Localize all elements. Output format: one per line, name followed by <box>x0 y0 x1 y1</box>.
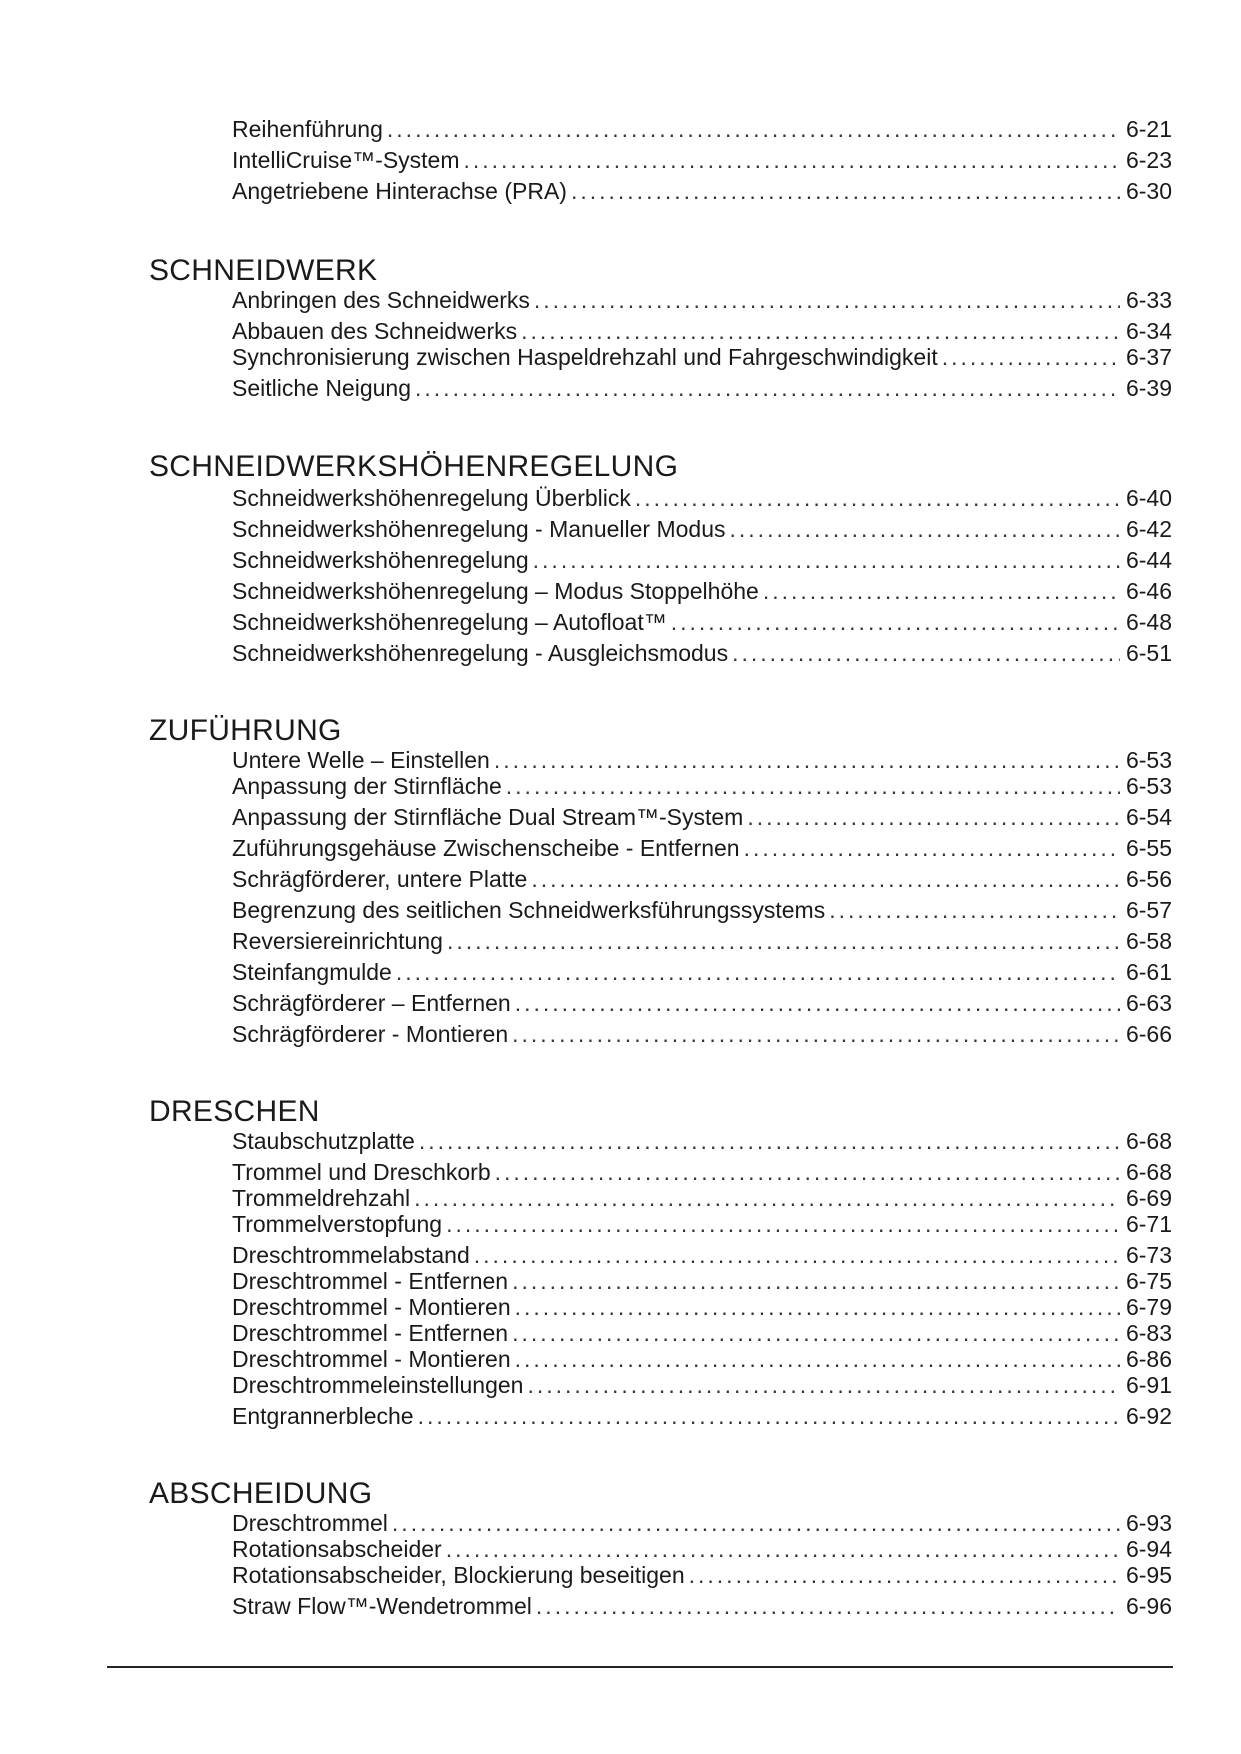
dot-leader <box>531 864 1120 894</box>
toc-entry[interactable] <box>232 1591 1172 1621</box>
toc-entry[interactable] <box>232 638 1172 668</box>
toc-entry-title: Schneidwerkshöhenregelung - Manueller Modus <box>232 516 726 542</box>
toc-entry-page: 6-33 <box>1125 287 1172 313</box>
toc-entry-page: 6-94 <box>1125 1536 1172 1562</box>
toc-entry-title: Anpassung der Stirnfläche Dual Stream™-System <box>232 804 744 830</box>
toc-entry-title: Reihenführung <box>232 116 383 142</box>
toc-entry-page: 6-66 <box>1125 1021 1172 1047</box>
toc-entry-page: 6-61 <box>1125 959 1172 985</box>
dot-leader <box>671 607 1120 637</box>
toc-entry-page: 6-37 <box>1125 344 1172 370</box>
toc-entry[interactable] <box>232 895 1172 925</box>
dot-leader <box>536 1591 1120 1621</box>
toc-entry[interactable] <box>232 1209 1172 1239</box>
toc-entry[interactable] <box>232 514 1172 544</box>
toc-entry[interactable] <box>232 833 1172 863</box>
toc-entry-title: Trommeldrehzahl <box>232 1185 411 1211</box>
toc-entry-page: 6-40 <box>1125 485 1172 511</box>
toc-entry[interactable] <box>232 373 1172 403</box>
toc-entry-title: Seitliche Neigung <box>232 375 412 401</box>
toc-entry-title: Dreschtrommel <box>232 1510 388 1536</box>
toc-entry-page: 6-48 <box>1125 609 1172 635</box>
toc-entry-title: Schneidwerkshöhenregelung <box>232 547 529 573</box>
toc-entry-page: 6-79 <box>1125 1294 1172 1320</box>
toc-entry[interactable] <box>232 607 1172 637</box>
toc-entry-title: Schrägförderer - Montieren <box>232 1021 509 1047</box>
toc-entry[interactable] <box>232 988 1172 1018</box>
toc-entry[interactable] <box>232 771 1172 801</box>
toc-entry-page: 6-42 <box>1125 516 1172 542</box>
toc-entry[interactable] <box>232 545 1172 575</box>
toc-entry-title: Dreschtrommel - Entfernen <box>232 1320 509 1346</box>
section-heading-schneidwerk: SCHNEIDWERK <box>149 254 378 287</box>
toc-entry-title: Schneidwerkshöhenregelung – Autofloat™ <box>232 609 667 635</box>
dot-leader <box>387 114 1120 144</box>
dot-leader <box>763 576 1120 606</box>
toc-entry-page: 6-63 <box>1125 990 1172 1016</box>
dot-leader <box>533 545 1120 575</box>
dot-leader <box>396 957 1120 987</box>
toc-entry[interactable] <box>232 1370 1172 1400</box>
toc-entry-page: 6-91 <box>1125 1372 1172 1398</box>
toc-entry-title: IntelliCruise™-System <box>232 147 460 173</box>
dot-leader <box>689 1560 1120 1590</box>
toc-entry-page: 6-23 <box>1125 147 1172 173</box>
toc-entry-page: 6-92 <box>1125 1403 1172 1429</box>
toc-entry-page: 6-68 <box>1125 1128 1172 1154</box>
toc-entry-page: 6-86 <box>1125 1346 1172 1372</box>
toc-entry-title: Straw Flow™-Wendetrommel <box>232 1593 532 1619</box>
section-heading-dreschen: DRESCHEN <box>149 1095 320 1128</box>
toc-entry-page: 6-69 <box>1125 1185 1172 1211</box>
dot-leader <box>527 1370 1119 1400</box>
toc-entry[interactable] <box>232 1019 1172 1049</box>
toc-entry-title: Steinfangmulde <box>232 959 392 985</box>
toc-entry-page: 6-83 <box>1125 1320 1172 1346</box>
toc-entry[interactable] <box>232 926 1172 956</box>
toc-entry[interactable] <box>232 1126 1172 1156</box>
toc-entry-title: Schneidwerkshöhenregelung Überblick <box>232 485 631 511</box>
section-heading-zufuehrung: ZUFÜHRUNG <box>149 714 342 747</box>
toc-entry-title: Trommelverstopfung <box>232 1211 443 1237</box>
toc-entry-page: 6-57 <box>1125 897 1172 923</box>
toc-entry-page: 6-46 <box>1125 578 1172 604</box>
dot-leader <box>534 285 1120 315</box>
dot-leader <box>419 1126 1120 1156</box>
toc-entry-title: Rotationsabscheider, Blockierung beseitigen <box>232 1562 685 1588</box>
dot-leader <box>415 373 1120 403</box>
dot-leader <box>515 988 1120 1018</box>
toc-entry-page: 6-73 <box>1125 1242 1172 1268</box>
toc-entry-page: 6-58 <box>1125 928 1172 954</box>
toc-entry-page: 6-30 <box>1125 178 1172 204</box>
toc-entry[interactable] <box>232 1560 1172 1590</box>
toc-entry-page: 6-56 <box>1125 866 1172 892</box>
toc-entry-title: Schneidwerkshöhenregelung - Ausgleichsmodus <box>232 640 729 666</box>
toc-entry-title: Angetriebene Hinterachse (PRA) <box>232 178 567 204</box>
toc-entry-page: 6-39 <box>1125 375 1172 401</box>
toc-entry-title: Schrägförderer – Entfernen <box>232 990 511 1016</box>
toc-entry[interactable] <box>232 342 1172 372</box>
dot-leader <box>730 514 1120 544</box>
toc-entry-page: 6-34 <box>1125 318 1172 344</box>
footer-rule <box>107 1666 1173 1668</box>
toc-entry-title: Dreschtrommeleinstellungen <box>232 1372 524 1398</box>
toc-entry-page: 6-55 <box>1125 835 1172 861</box>
toc-entry-page: 6-95 <box>1125 1562 1172 1588</box>
toc-entry-title: Schneidwerkshöhenregelung – Modus Stoppelhöhe <box>232 578 759 604</box>
toc-entry-title: Dreschtrommel - Entfernen <box>232 1268 509 1294</box>
toc-entry[interactable] <box>232 145 1172 175</box>
toc-entry[interactable] <box>232 285 1172 315</box>
dot-leader <box>447 926 1120 956</box>
toc-entry[interactable] <box>232 483 1172 513</box>
section-heading-abscheidung: ABSCHEIDUNG <box>149 1477 373 1510</box>
toc-entry-title: Zuführungsgehäuse Zwischenscheibe - Entfernen <box>232 835 740 861</box>
toc-entry-title: Begrenzung des seitlichen Schneidwerksführungssystems <box>232 897 826 923</box>
toc-entry-page: 6-21 <box>1125 116 1172 142</box>
dot-leader <box>744 833 1120 863</box>
toc-entry-title: Untere Welle – Einstellen <box>232 747 490 773</box>
toc-entry-page: 6-54 <box>1125 804 1172 830</box>
toc-entry-title: Synchronisierung zwischen Haspeldrehzahl und Fahrgeschwindigkeit <box>232 344 938 370</box>
toc-entry-title: Dreschtrommel - Montieren <box>232 1294 511 1320</box>
dot-leader <box>942 342 1120 372</box>
dot-leader <box>829 895 1120 925</box>
toc-entry-title: Schrägförderer, untere Platte <box>232 866 528 892</box>
dot-leader <box>506 771 1120 801</box>
toc-entry-title: Anpassung der Stirnfläche <box>232 773 502 799</box>
toc-entry-page: 6-71 <box>1125 1211 1172 1237</box>
toc-entry-page: 6-44 <box>1125 547 1172 573</box>
toc-entry[interactable] <box>232 1401 1172 1431</box>
toc-entry-title: Dreschtrommel - Montieren <box>232 1346 511 1372</box>
dot-leader <box>732 638 1120 668</box>
toc-entry[interactable] <box>232 176 1172 206</box>
dot-leader <box>747 802 1120 832</box>
toc-entry[interactable] <box>232 864 1172 894</box>
dot-leader <box>446 1209 1120 1239</box>
toc-entry[interactable] <box>232 957 1172 987</box>
toc-entry-title: Reversiereinrichtung <box>232 928 443 954</box>
toc-entry-title: Staubschutzplatte <box>232 1128 415 1154</box>
toc-entry-title: Anbringen des Schneidwerks <box>232 287 530 313</box>
toc-entry-title: Entgrannerbleche <box>232 1403 414 1429</box>
toc-entry-title: Dreschtrommelabstand <box>232 1242 470 1268</box>
toc-entry[interactable] <box>232 114 1172 144</box>
toc-entry-page: 6-75 <box>1125 1268 1172 1294</box>
section-heading-schneidwerkshoehenregelung: SCHNEIDWERKSHÖHENREGELUNG <box>149 450 679 483</box>
toc-entry-title: Rotationsabscheider <box>232 1536 442 1562</box>
toc-entry-page: 6-51 <box>1125 640 1172 666</box>
dot-leader <box>635 483 1120 513</box>
dot-leader <box>571 176 1120 206</box>
toc-entry[interactable] <box>232 802 1172 832</box>
toc-entry-page: 6-53 <box>1125 747 1172 773</box>
dot-leader <box>418 1401 1120 1431</box>
dot-leader <box>512 1019 1120 1049</box>
dot-leader <box>464 145 1120 175</box>
toc-entry-page: 6-93 <box>1125 1510 1172 1536</box>
toc-entry-title: Abbauen des Schneidwerks <box>232 318 518 344</box>
toc-entry-page: 6-53 <box>1125 773 1172 799</box>
toc-entry-page: 6-68 <box>1125 1159 1172 1185</box>
toc-entry[interactable] <box>232 576 1172 606</box>
toc-entry-page: 6-96 <box>1125 1593 1172 1619</box>
toc-entry-title: Trommel und Dreschkorb <box>232 1159 491 1185</box>
